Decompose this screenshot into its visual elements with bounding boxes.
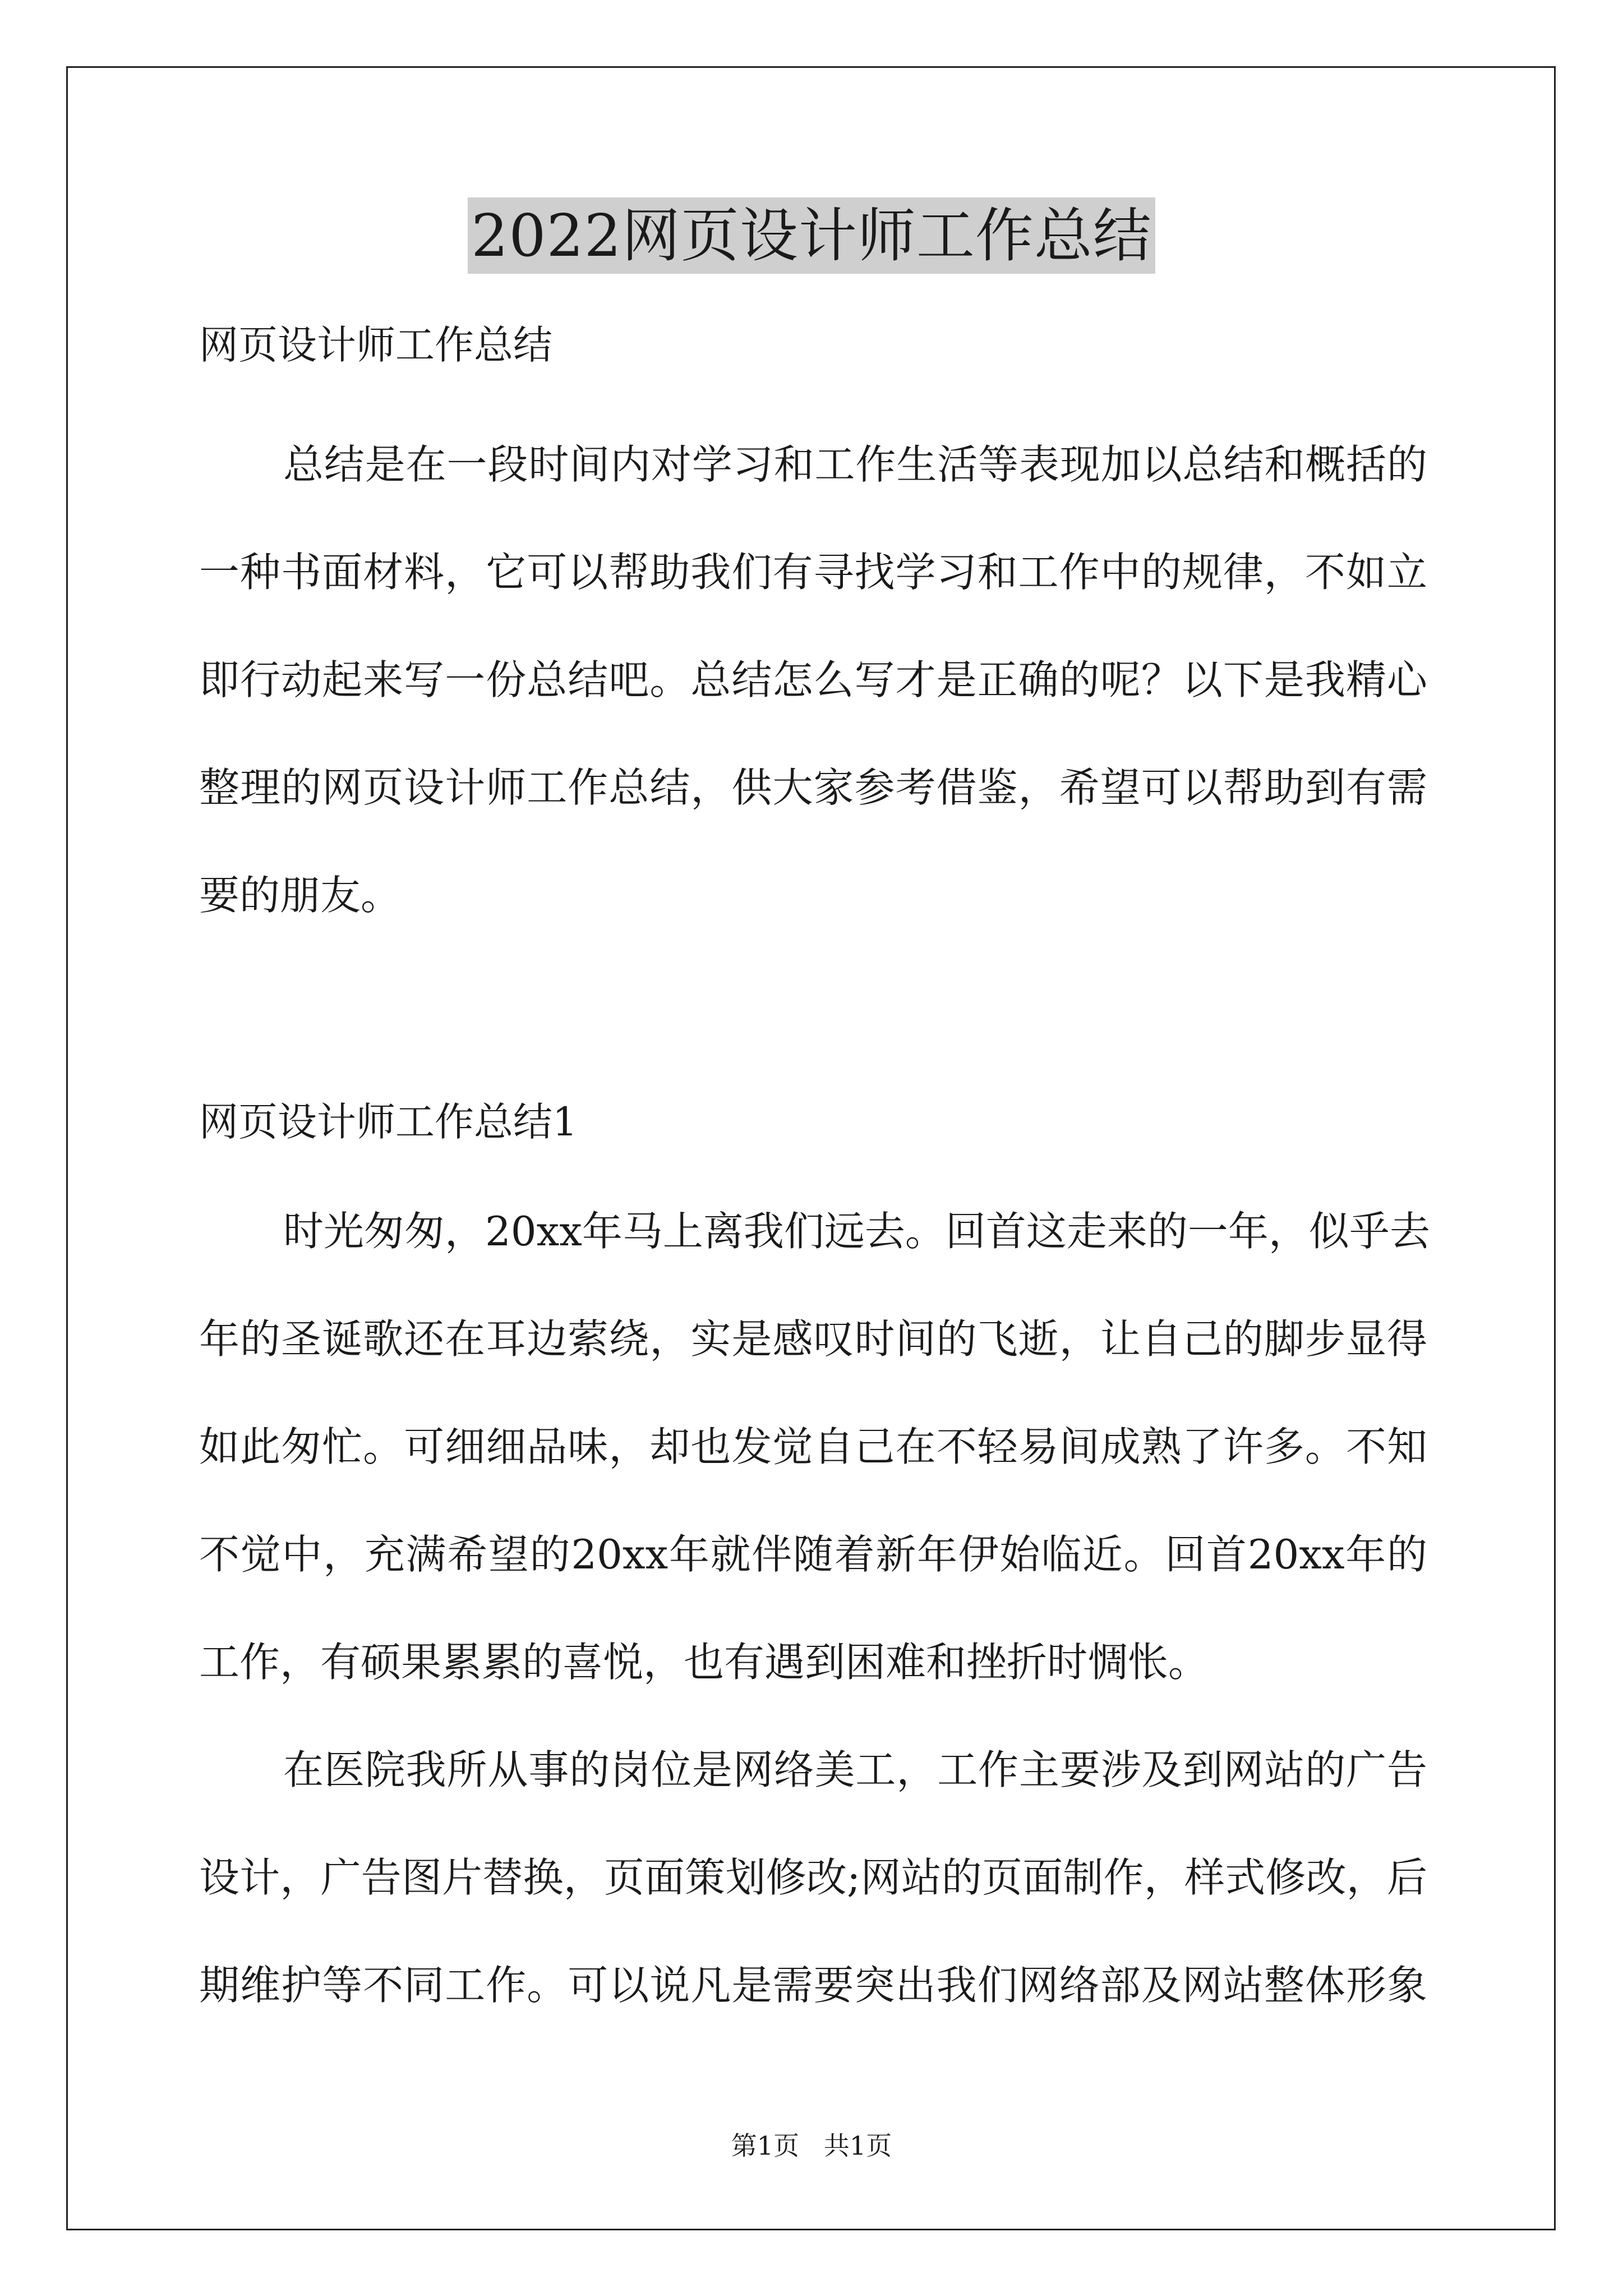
title-container (0, 197, 1623, 274)
paragraph-line: 期维护等不同工作。可以说凡是需要突出我们网络部及网站整体形象 (199, 1962, 1427, 2009)
paragraph-line: 要的朋友。 (199, 872, 402, 919)
paragraph-line: 一种书面材料，它可以帮助我们有寻找学习和工作中的规律，不如立 (199, 549, 1427, 596)
paragraph-line: 即行动起来写一份总结吧。总结怎么写才是正确的呢？以下是我精心 (199, 656, 1427, 703)
section-heading: 网页设计师工作总结1 (199, 1099, 578, 1145)
paragraph-line: 年的圣诞歌还在耳边萦绕，实是感叹时间的飞逝，让自己的脚步显得 (199, 1315, 1427, 1363)
paragraph-line: 在医院我所从事的岗位是网络美工，工作主要涉及到网站的广告 (283, 1746, 1427, 1793)
paragraph-line: 不觉中，充满希望的20xx年就伴随着新年伊始临近。回首20xx年的 (199, 1531, 1427, 1578)
paragraph-line: 整理的网页设计师工作总结，供大家参考借鉴，希望可以帮助到有需 (199, 764, 1427, 811)
paragraph-line: 如此匆忙。可细细品味，却也发觉自己在不轻易间成熟了许多。不知 (199, 1423, 1427, 1470)
paragraph-line: 工作，有硕果累累的喜悦，也有遇到困难和挫折时惆怅。 (199, 1639, 1209, 1686)
paragraph-line: 总结是在一段时间内对学习和工作生活等表现加以总结和概括的 (283, 441, 1427, 488)
page-footer: 第1页 共1页 (731, 2131, 892, 2161)
section-heading: 网页设计师工作总结 (199, 322, 552, 368)
document-title: 2022网页设计师工作总结 (468, 197, 1155, 274)
paragraph-line: 设计，广告图片替换，页面策划修改;网站的页面制作，样式修改，后 (199, 1854, 1427, 1901)
paragraph-line: 时光匆匆，20xx年马上离我们远去。回首这走来的一年，似乎去 (283, 1208, 1430, 1255)
